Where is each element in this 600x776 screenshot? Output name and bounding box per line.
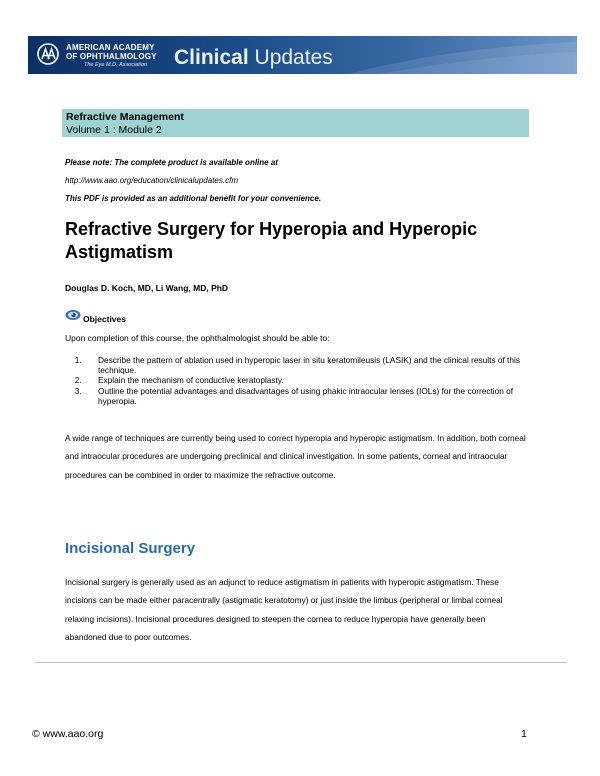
module-volume: Volume 1 : Module 2 [66,124,162,136]
objectives-intro: Upon completion of this course, the ophthalmologist should be able to: [65,333,330,343]
org-name-line1: AMERICAN ACADEMY [66,43,155,52]
org-name-line2: OF OPHTHALMOLOGY [66,52,157,61]
aao-logo-icon [37,43,59,65]
article-authors: Douglas D. Koch, MD, Li Wang, MD, PhD [65,283,229,293]
section-heading: Incisional Surgery [65,540,196,557]
header-banner [28,36,577,74]
intro-paragraph: A wide range of techniques are currently being used to correct hyperopia and hyperopic astigmatism. In addition, both corneal and intraocular procedures are undergoing preclinical and clinical investigation. In some patients, corneal and intraocular procedures can be combined in order to maximize the refractive outcome. [65,433,526,480]
availability-url[interactable]: http://www.aao.org/education/clinicalupdates.cfm [65,176,238,185]
clinical-updates-brand [174,47,333,68]
list-item: 3. Outline the potential advantages and disadvantages of using phakic intraocular lenses (IOLs) for the correction of hyperopia. [84,386,524,406]
list-item: 2. Explain the mechanism of conductive keratoplasty. [84,375,524,385]
pdf-note: This PDF is provided as an additional benefit for your convenience. [65,194,322,203]
footer-copyright: © www.aao.org [32,728,104,740]
page-number: 1 [521,728,527,740]
section-paragraph: Incisional surgery is generally used as an adjunct to reduce astigmatism in patients with hyperopic astigmatism. These incisions can be made either paracentrally (astigmatic keratotomy) or just inside the limbus (peripheral or limbal corneal relaxing incisions). Incisional procedures designed to steepen the cornea to reduce hyperopia have generally been abandoned due to poor outcomes. [65,577,503,642]
article-title: Refractive Surgery for Hyperopia and Hyperopic Astigmatism [65,219,478,262]
objectives-list [72,355,524,406]
footer-divider [35,662,567,663]
banner-swoosh [348,36,577,74]
eye-icon [65,309,83,321]
module-info-box [62,109,529,137]
brand-light: Updates [248,46,333,69]
brand-bold: Clinical [174,46,249,69]
org-tagline: The Eye M.D. Association [84,62,148,68]
objectives-label: Objectives [83,314,126,324]
module-category: Refractive Management [66,111,184,123]
list-item: 1. Describe the pattern of ablation used in hyperopic laser in situ keratomileusis (LASIK) and the clinical results of this technique. [84,355,524,375]
availability-note: Please note: The complete product is available online at [65,158,278,167]
